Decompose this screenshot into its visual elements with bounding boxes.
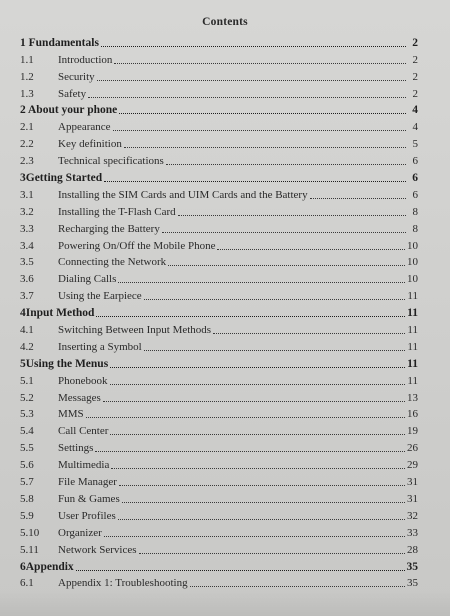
toc-entry-label: Appendix 1: Troubleshooting: [58, 577, 188, 590]
toc-entry-label: 3Getting Started: [20, 172, 103, 185]
toc-chapter-entry[interactable]: [20, 303, 418, 320]
toc-section-entry[interactable]: [20, 117, 418, 134]
toc-page-number: 4: [412, 104, 418, 117]
toc-entry-label: Network Services: [58, 543, 137, 556]
toc-entry-label: Switching Between Input Methods: [58, 324, 212, 337]
toc-page-number: 6: [412, 188, 418, 201]
dot-leader: [111, 467, 405, 469]
toc-page-number: 11: [407, 290, 418, 303]
toc-entry-label: Security: [58, 70, 95, 83]
dot-leader: [122, 501, 405, 503]
toc-section-entry[interactable]: [20, 134, 418, 151]
dot-leader: [96, 315, 405, 317]
toc-entry-label: User Profiles: [58, 509, 116, 522]
dot-leader: [144, 298, 406, 300]
toc-entry-label: Key definition: [58, 138, 122, 151]
toc-page-number: 33: [407, 526, 418, 539]
toc-page-number: 5: [412, 138, 418, 151]
dot-leader: [113, 129, 406, 131]
dot-leader: [162, 231, 406, 233]
toc-section-entry[interactable]: [20, 269, 418, 286]
dot-leader: [104, 535, 405, 537]
toc-entry-number: 3.4: [20, 239, 34, 252]
toc-entry-number: 5.2: [20, 391, 34, 404]
dot-leader: [88, 96, 406, 98]
toc-page-number: 11: [407, 340, 418, 353]
toc-entry-label: Multimedia: [58, 459, 110, 472]
toc-entry-number: 1.2: [20, 70, 34, 83]
toc-section-entry[interactable]: [20, 574, 418, 591]
toc-entry-number: 5.11: [20, 543, 39, 556]
toc-section-entry[interactable]: [20, 405, 418, 422]
dot-leader: [110, 366, 405, 368]
toc-page-number: 35: [406, 560, 418, 573]
toc-section-entry[interactable]: [20, 388, 418, 405]
dot-leader: [168, 264, 405, 266]
toc-section-entry[interactable]: [20, 151, 418, 168]
toc-section-entry[interactable]: [20, 219, 418, 236]
toc-entry-number: 2.1: [20, 121, 34, 134]
toc-section-entry[interactable]: [20, 50, 418, 67]
page-title: Contents: [202, 16, 248, 28]
toc-entry-number: 2.2: [20, 138, 34, 151]
toc-chapter-entry[interactable]: [20, 101, 418, 118]
toc-section-entry[interactable]: [20, 506, 418, 523]
toc-entry-label: Fun & Games: [58, 492, 120, 505]
dot-leader: [144, 349, 406, 351]
dot-leader: [119, 484, 405, 486]
toc-chapter-entry[interactable]: [20, 33, 418, 50]
dot-leader: [97, 79, 406, 81]
toc-entry-label: Introduction: [58, 53, 113, 66]
toc-page-number: 10: [407, 256, 418, 269]
dot-leader: [118, 281, 405, 283]
toc-entry-label: Technical specifications: [58, 155, 164, 168]
dot-leader: [114, 62, 406, 64]
toc-entry-number: 5.8: [20, 492, 34, 505]
toc-entry-number: 5.5: [20, 442, 34, 455]
toc-section-entry[interactable]: [20, 67, 418, 84]
toc-page-number: 2: [412, 70, 418, 83]
toc-entry-label: Installing the T-Flash Card: [58, 205, 176, 218]
toc-entry-number: 2.3: [20, 155, 34, 168]
toc-entry-label: Using the Earpiece: [58, 290, 142, 303]
toc-entry-number: 3.7: [20, 290, 34, 303]
toc-section-entry[interactable]: [20, 185, 418, 202]
toc-page-number: 31: [407, 492, 418, 505]
toc-page-number: 19: [407, 425, 418, 438]
dot-leader: [104, 180, 406, 182]
toc-page-number: 29: [407, 459, 418, 472]
toc-entry-number: 3.2: [20, 205, 34, 218]
toc-chapter-entry[interactable]: [20, 168, 418, 185]
toc-entry-number: 5.1: [20, 374, 34, 387]
dot-leader: [110, 383, 406, 385]
dot-leader: [190, 585, 405, 587]
dot-leader: [139, 552, 405, 554]
toc-entry-label: Recharging the Battery: [58, 222, 160, 235]
toc-page-number: 13: [407, 391, 418, 404]
dot-leader: [110, 433, 405, 435]
toc-entry-number: 1.3: [20, 87, 34, 100]
toc-entry-label: Organizer: [58, 526, 102, 539]
dot-leader: [124, 146, 406, 148]
dot-leader: [95, 450, 405, 452]
toc-entry-label: 1 Fundamentals: [20, 36, 99, 49]
toc-section-entry[interactable]: [20, 371, 418, 388]
toc-entry-number: 5.4: [20, 425, 34, 438]
toc-page-number: 16: [407, 408, 418, 421]
toc-entry-label: Settings: [58, 442, 94, 455]
dot-leader: [86, 416, 405, 418]
toc-page-number: 28: [407, 543, 418, 556]
toc-entry-number: 5.7: [20, 476, 34, 489]
toc-page-number: 10: [407, 239, 418, 252]
toc-section-entry[interactable]: [20, 253, 418, 270]
toc-entry-number: 5.6: [20, 459, 34, 472]
toc-section-entry[interactable]: [20, 455, 418, 472]
toc-section-entry[interactable]: [20, 84, 418, 101]
toc-chapter-entry[interactable]: [20, 557, 418, 574]
dot-leader: [213, 332, 405, 334]
toc-section-entry[interactable]: [20, 236, 418, 253]
toc-entry-label: Connecting the Network: [58, 256, 167, 269]
table-of-contents: [20, 33, 418, 590]
dot-leader: [178, 214, 406, 216]
dot-leader: [118, 518, 405, 520]
toc-entry-number: 5.9: [20, 509, 34, 522]
toc-entry-label: 2 About your phone: [20, 104, 118, 117]
toc-entry-label: Phonebook: [58, 374, 108, 387]
toc-entry-label: File Manager: [58, 476, 117, 489]
toc-entry-label: 6Appendix: [20, 560, 74, 573]
toc-section-entry[interactable]: [20, 421, 418, 438]
toc-entry-number: 3.3: [20, 222, 34, 235]
toc-entry-label: Messages: [58, 391, 101, 404]
dot-leader: [310, 197, 406, 199]
toc-section-entry[interactable]: [20, 202, 418, 219]
toc-section-entry[interactable]: [20, 523, 418, 540]
toc-page-number: 32: [407, 509, 418, 522]
toc-page-number: 4: [412, 121, 418, 134]
toc-entry-label: Powering On/Off the Mobile Phone: [58, 239, 216, 252]
toc-section-entry[interactable]: [20, 337, 418, 354]
toc-section-entry[interactable]: [20, 320, 418, 337]
toc-entry-label: 4Input Method: [20, 307, 95, 320]
toc-page-number: 6: [412, 172, 418, 185]
toc-section-entry[interactable]: [20, 286, 418, 303]
toc-entry-label: Appearance: [58, 121, 111, 134]
toc-page-number: 10: [407, 273, 418, 286]
toc-page-number: 2: [412, 36, 418, 49]
toc-entry-number: 6.1: [20, 577, 34, 590]
toc-page-number: 8: [412, 205, 418, 218]
toc-page-number: 11: [407, 374, 418, 387]
toc-chapter-entry[interactable]: [20, 354, 418, 371]
toc-entry-number: 1.1: [20, 53, 34, 66]
toc-entry-label: Dialing Calls: [58, 273, 117, 286]
dot-leader: [217, 248, 405, 250]
toc-section-entry[interactable]: [20, 489, 418, 506]
dot-leader: [166, 163, 406, 165]
toc-page-number: 11: [407, 324, 418, 337]
toc-page-number: 8: [412, 222, 418, 235]
toc-page-number: 31: [407, 476, 418, 489]
dot-leader: [76, 569, 405, 571]
toc-page-number: 2: [412, 53, 418, 66]
dot-leader: [103, 400, 405, 402]
toc-page-number: 2: [412, 87, 418, 100]
toc-entry-number: 3.1: [20, 188, 34, 201]
toc-entry-number: 3.5: [20, 256, 34, 269]
toc-page-number: 26: [407, 442, 418, 455]
toc-entry-number: 5.10: [20, 526, 40, 539]
toc-section-entry[interactable]: [20, 540, 418, 557]
dot-leader: [101, 45, 406, 47]
toc-entry-label: Safety: [58, 87, 87, 100]
dot-leader: [119, 112, 406, 114]
toc-entry-number: 5.3: [20, 408, 34, 421]
toc-entry-label: Installing the SIM Cards and UIM Cards and the Battery: [58, 188, 308, 201]
toc-page-number: 11: [407, 307, 418, 320]
toc-section-entry[interactable]: [20, 438, 418, 455]
toc-entry-number: 4.1: [20, 324, 34, 337]
toc-page-number: 35: [407, 577, 418, 590]
toc-entry-label: MMS: [58, 408, 84, 421]
toc-entry-label: 5Using the Menus: [20, 357, 109, 370]
toc-entry-number: 3.6: [20, 273, 34, 286]
toc-page-number: 6: [412, 155, 418, 168]
toc-entry-number: 4.2: [20, 340, 34, 353]
toc-entry-label: Inserting a Symbol: [58, 340, 142, 353]
toc-page-number: 11: [407, 357, 418, 370]
toc-section-entry[interactable]: [20, 472, 418, 489]
toc-entry-label: Call Center: [58, 425, 109, 438]
